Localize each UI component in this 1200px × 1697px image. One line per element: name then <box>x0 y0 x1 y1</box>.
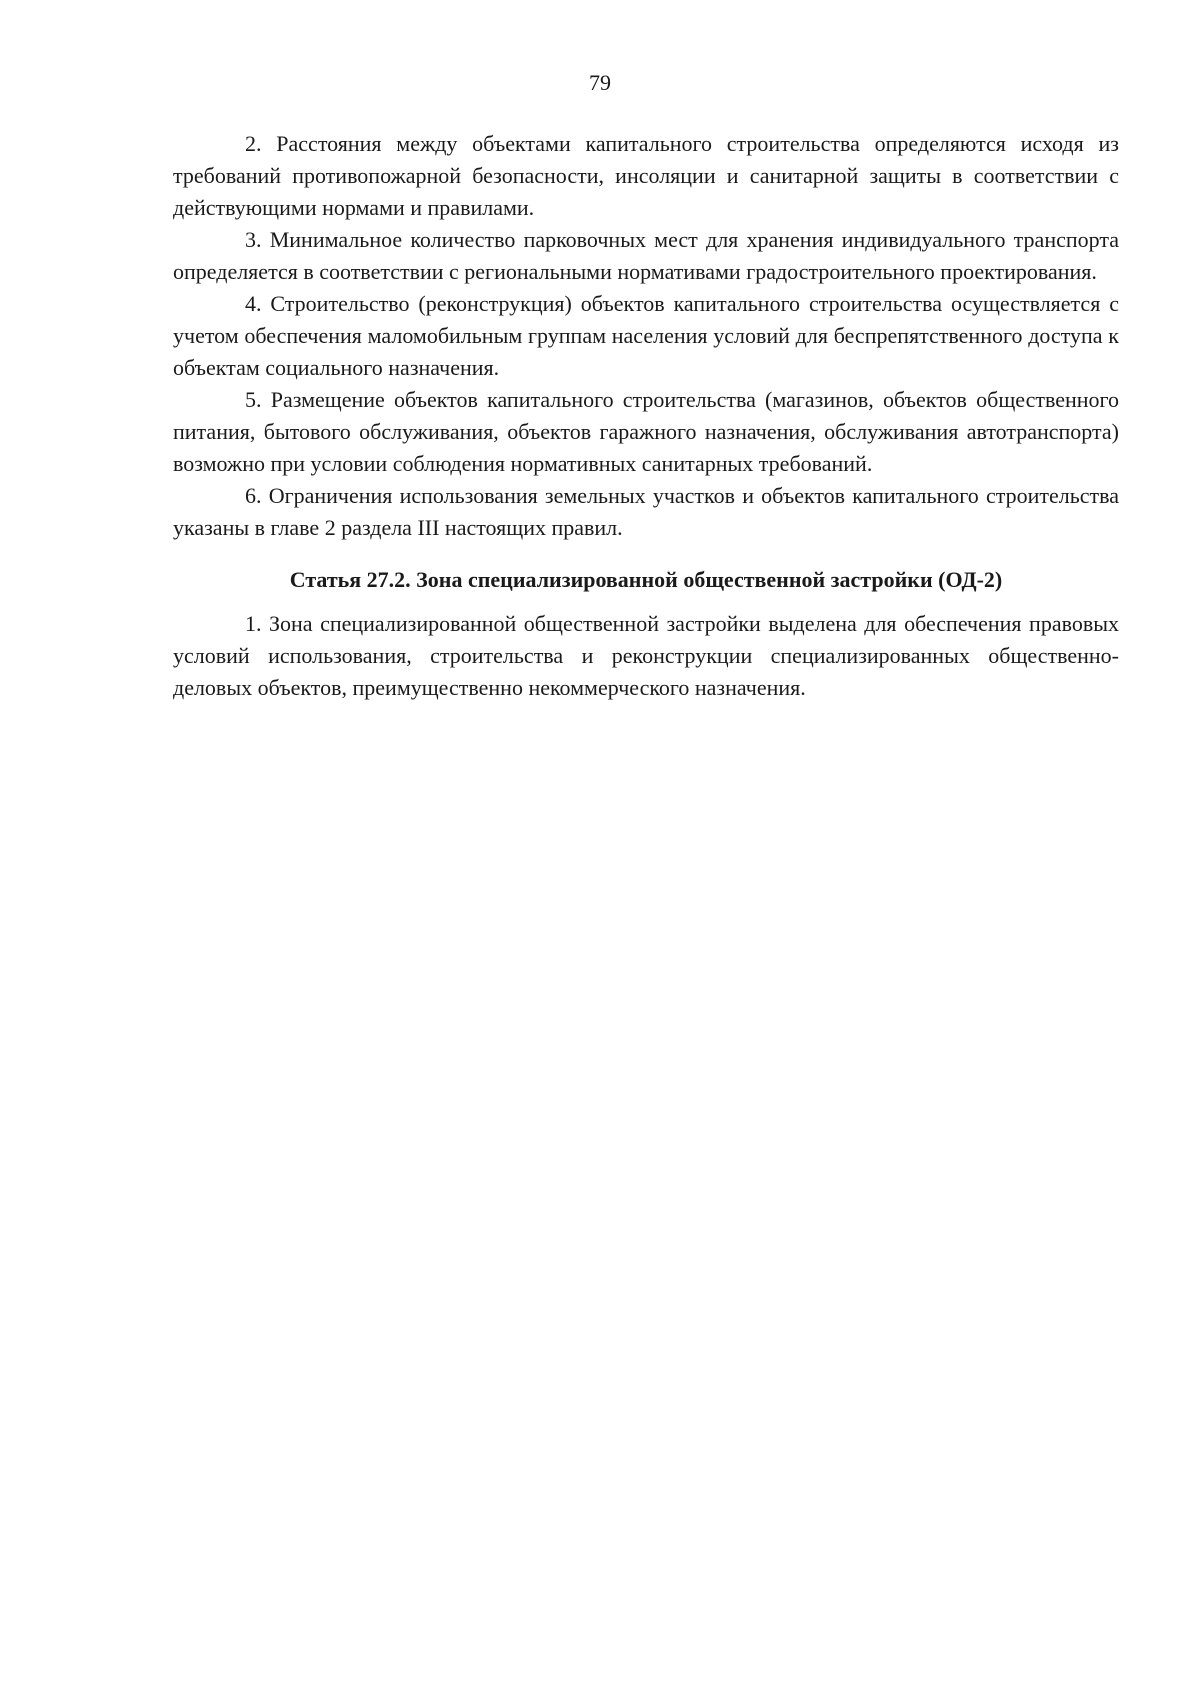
paragraph-6: 6. Ограничения использования земельных участков и объектов капитального строительства указаны в главе 2 раздела III настоящих правил. <box>173 483 1119 540</box>
paragraph-4: 4. Строительство (реконструкция) объектов капитального строительства осуществляется с учетом обеспечения маломобильным группам населения условий для беспрепятственного доступа к объектам социального назначения. <box>173 291 1119 380</box>
paragraph-2: 2. Расстояния между объектами капитального строительства определяются исходя из требований противопожарной безопасности, инсоляции и санитарной защиты в соответствии с действующими нормами и правилами. <box>173 131 1119 220</box>
page-number: 79 <box>589 70 611 95</box>
paragraph-3: 3. Минимальное количество парковочных мест для хранения индивидуального транспорта определяется в соответствии с региональными нормативами градостроительного проектирования. <box>173 227 1119 284</box>
document-body <box>173 128 1119 704</box>
article-heading: Статья 27.2. Зона специализированной общественной застройки (ОД-2) <box>289 567 1003 592</box>
paragraph-5: 5. Размещение объектов капитального строительства (магазинов, объектов общественного питания, бытового обслуживания, объектов гаражного назначения, обслуживания автотранспорта) возможно при условии соблюдения нормативных санитарных требований. <box>173 387 1119 476</box>
article-paragraph-1: 1. Зона специализированной общественной застройки выделена для обеспечения правовых условий использования, строительства и реконструкции специализированных общественно-деловых объектов, преимущественно некоммерческого назначения. <box>173 611 1119 700</box>
